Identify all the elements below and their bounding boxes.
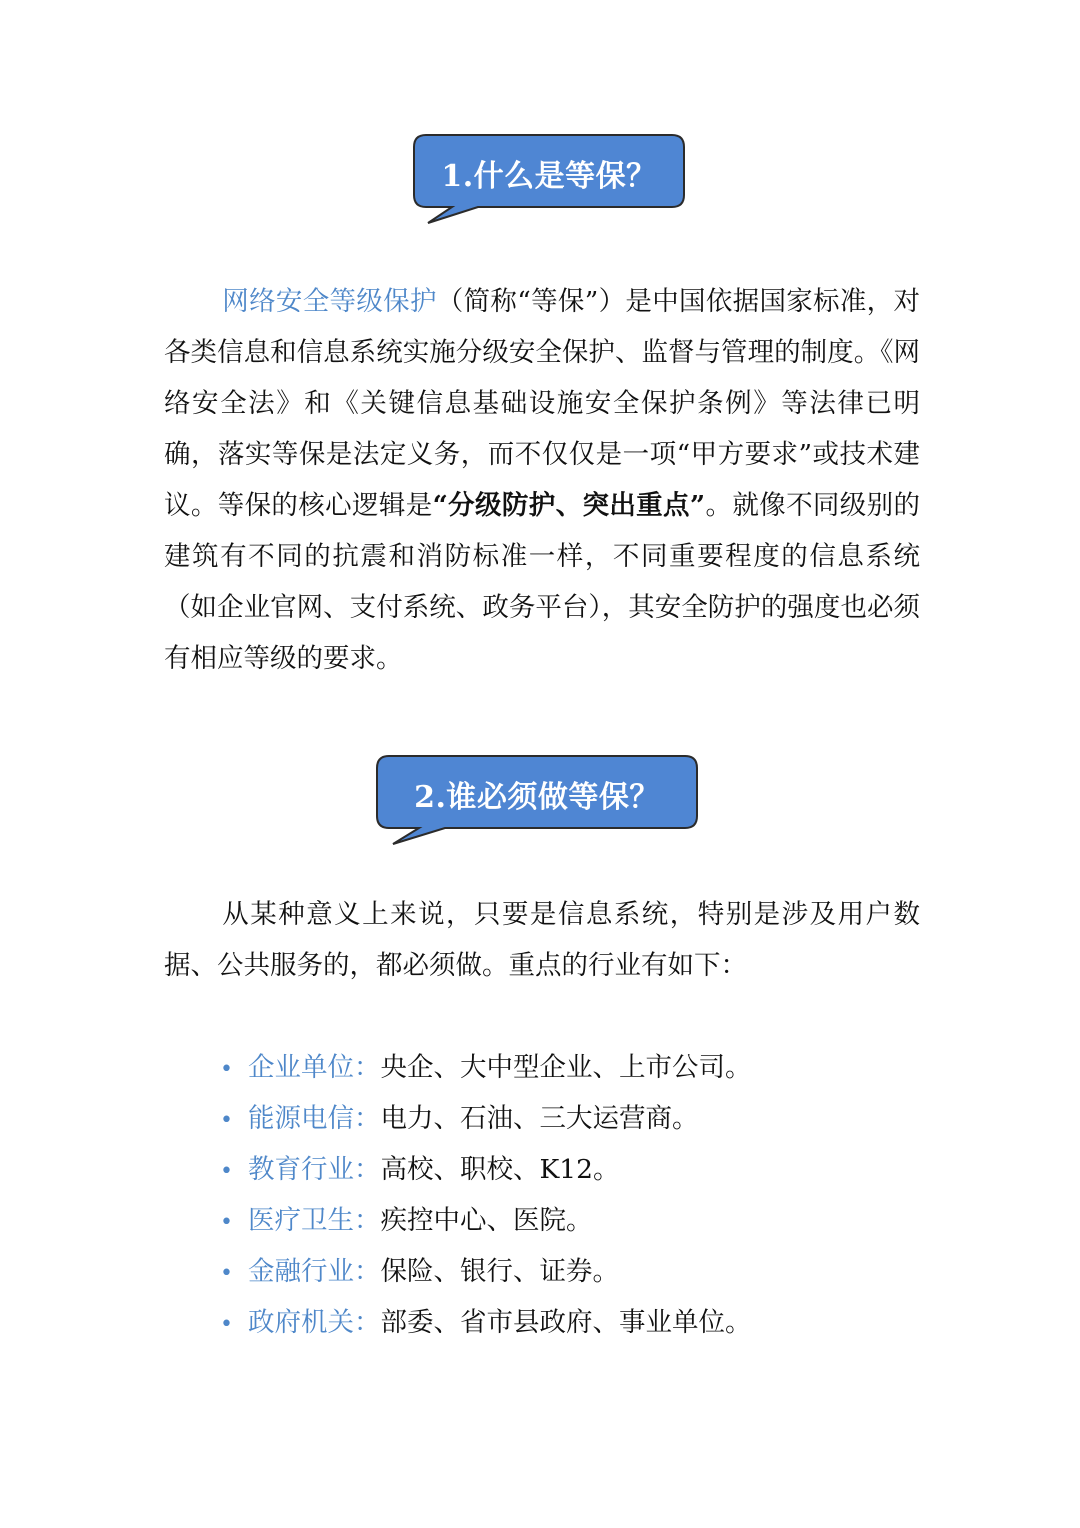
list-item [220,1246,920,1297]
industry-name: 政府机关： [248,1307,381,1338]
section2-title: 2.谁必须做等保？ [414,780,660,815]
industry-detail: 电力、石油、三大运营商。 [380,1103,699,1134]
section1-title-bubble [412,135,686,227]
bullet-icon: • [220,1057,233,1082]
list-item [220,1093,920,1144]
bullet-icon: • [220,1312,233,1337]
section2-title-bubble [375,756,699,848]
industry-detail: 部委、省市县政府、事业单位。 [380,1307,752,1338]
industry-list [220,1042,920,1348]
paragraph-text: （简称“等保”）是中国依据国家标准，对各类信息和信息系统实施分级安全保护、监督与管理的制度。《网络安全法》和《关键信息基础设施安全保护条例》等法律已明确，落实等保是法定义务，而不仅仅是一项“甲方要求”或技术建议。等保的核心逻辑是 [164,286,920,521]
industry-name: 能源电信： [248,1103,381,1134]
industry-name: 医疗卫生： [248,1205,381,1236]
industry-detail: 疾控中心、医院。 [380,1205,593,1236]
industry-name: 金融行业： [248,1256,381,1287]
bullet-icon: • [220,1108,233,1133]
list-item [220,1144,920,1195]
bullet-icon: • [220,1261,233,1286]
bullet-icon: • [220,1159,233,1184]
list-item [220,1195,920,1246]
section1-title: 1.什么是等保？ [441,159,657,194]
paragraph-text-end: 。就像不同级别的建筑有不同的抗震和消防标准一样，不同重要程度的信息系统（如企业官网、支付系统、政务平台），其安全防护的强度也必须有相应等级的要求。 [164,490,920,674]
list-item [220,1042,920,1093]
section2-paragraph: 从某种意义上来说，只要是信息系统，特别是涉及用户数据、公共服务的，都必须做。重点的行业有如下： [164,899,920,981]
bold-phrase: “分级防护、突出重点” [432,490,706,521]
industry-detail: 保险、银行、证券。 [380,1256,619,1287]
industry-detail: 央企、大中型企业、上市公司。 [380,1052,752,1083]
section1-paragraph [164,276,920,684]
industry-name: 教育行业： [248,1154,381,1185]
industry-name: 企业单位： [248,1052,381,1083]
list-item [220,1297,920,1348]
bullet-icon: • [220,1210,233,1235]
industry-detail: 高校、职校、K12。 [380,1154,620,1185]
highlight-term: 网络安全等级保护 [222,286,437,317]
